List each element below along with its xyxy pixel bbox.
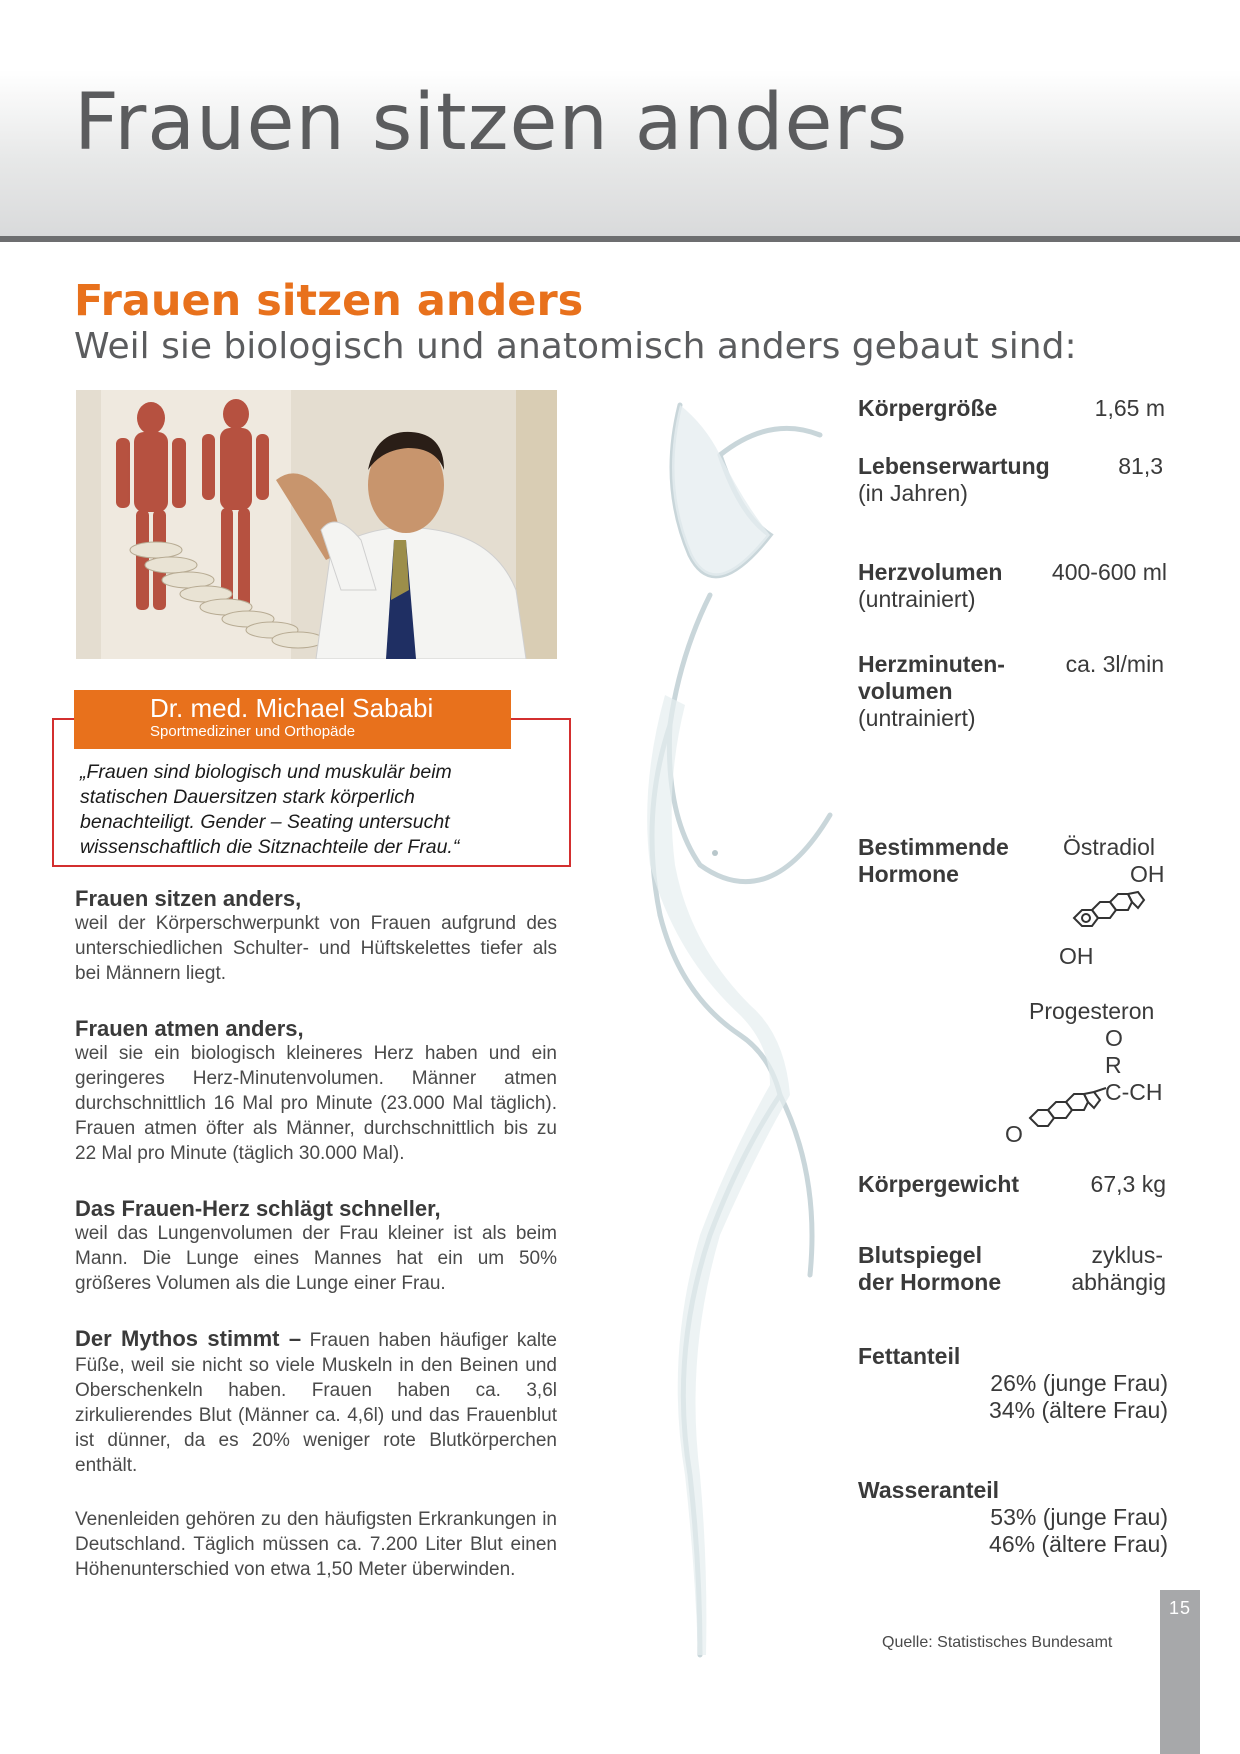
doctor-role: Sportmediziner und Orthopäde <box>150 723 356 740</box>
stat-value-fat-older: 34% (ältere Frau) <box>989 1397 1168 1423</box>
paragraph-sitting <box>75 886 557 986</box>
stat-sub-cardiac-output: (untrainiert) <box>858 705 976 731</box>
doctor-photo <box>76 390 557 659</box>
stat-value-water-young: 53% (junge Frau) <box>990 1504 1168 1530</box>
stat-value-hormone-level-1: zyklus- <box>1091 1242 1163 1268</box>
paragraph-heading: Frauen sitzen anders, <box>75 886 302 911</box>
stat-label-cardiac-output-1: Herzminuten- <box>858 651 1005 677</box>
paragraph-myth <box>75 1326 557 1478</box>
stat-value-life-expectancy: 81,3 <box>1118 453 1163 479</box>
stat-label-hormone-level-1: Blutspiegel <box>858 1242 982 1268</box>
header-divider <box>0 236 1240 242</box>
stat-label-hormone-level-2: der Hormone <box>858 1269 1002 1295</box>
stat-label-hormones-2: Hormone <box>858 861 959 887</box>
paragraph-heading: Frauen atmen anders, <box>75 1016 304 1041</box>
stat-value-water-older: 46% (ältere Frau) <box>989 1531 1168 1557</box>
stat-value-height: 1,65 m <box>1094 395 1165 421</box>
stat-label-height: Körpergröße <box>858 395 998 421</box>
paragraph-heading: Der Mythos stimmt – <box>75 1326 302 1351</box>
paragraph-body: Venenleiden gehören zu den häufigsten Erkrankungen in Deutschland. Täglich müssen ca. 7.200 Liter Blut einen Höhenunterschied von etwa 1,50 Meter überwinden. <box>75 1509 557 1580</box>
stat-sub-life-expectancy: (in Jahren) <box>858 480 968 506</box>
quote-line: wissenschaftlich die Sitznachteile der Frau.“ <box>80 836 460 858</box>
progesterone-r: R <box>1105 1052 1122 1078</box>
paragraph-body: weil sie ein biologisch kleineres Herz haben und ein geringeres Herz-Minutenvolumen. Männer atmen durchschnittlich 16 Mal pro Minute (23.000 Mal täglich). Frauen atmen öfter als Männer, durchschnittlich bis zu 22 Mal pro Minute (täglich 30.000 Mal). <box>75 1043 557 1164</box>
quote-line: statischen Dauersitzen stark körperlich <box>80 786 415 808</box>
stat-label-hormones-1: Bestimmende <box>858 834 1009 860</box>
stat-label-cardiac-output-2: volumen <box>858 678 953 704</box>
doctor-name: Dr. med. Michael Sababi <box>150 693 434 723</box>
page-title: Frauen sitzen anders <box>74 78 909 168</box>
stat-value-weight: 67,3 kg <box>1090 1171 1166 1197</box>
hormone-progesterone-name: Progesteron <box>1029 998 1155 1024</box>
hormone-estradiol-name: Östradiol <box>1063 834 1156 860</box>
quote-line: benachteiligt. Gender – Seating untersucht <box>80 811 450 833</box>
stat-sub-heart-volume: (untrainiert) <box>858 586 976 612</box>
paragraph-body: weil der Körperschwerpunkt von Frauen aufgrund des unterschiedlichen Schulter- und Hüftskelettes tiefer als bei Männern liegt. <box>75 913 557 984</box>
stat-label-fat: Fettanteil <box>858 1343 961 1369</box>
paragraph-veins <box>75 1507 557 1582</box>
progesterone-o: O <box>1105 1025 1123 1051</box>
progesterone-o-left: O <box>1005 1121 1023 1147</box>
stat-value-heart-volume: 400-600 ml <box>1051 559 1167 585</box>
progesterone-cch: C-CH <box>1105 1079 1163 1105</box>
paragraph-body: weil das Lungenvolumen der Frau kleiner ist als beim Mann. Die Lunge eines Mannes hat ein um 50% größeres Volumen als die Lunge einer Frau. <box>75 1223 557 1294</box>
estradiol-structure-icon <box>1070 890 1146 936</box>
paragraph-heading: Das Frauen-Herz schlägt schneller, <box>75 1196 441 1221</box>
doctor-quote <box>80 760 550 860</box>
paragraph-heart <box>75 1196 557 1296</box>
stat-label-life-expectancy: Lebenserwartung <box>858 453 1050 479</box>
stat-label-heart-volume: Herzvolumen <box>858 559 1003 585</box>
estradiol-oh-top: OH <box>1130 861 1165 887</box>
paragraph-breathing <box>75 1016 557 1166</box>
stat-value-cardiac-output: ca. 3l/min <box>1065 651 1164 677</box>
section-title: Frauen sitzen anders <box>74 276 584 326</box>
stat-value-fat-young: 26% (junge Frau) <box>990 1370 1168 1396</box>
section-subtitle: Weil sie biologisch und anatomisch anders gebaut sind: <box>74 326 1077 367</box>
source-note: Quelle: Statistisches Bundesamt <box>882 1634 1113 1651</box>
paragraph-body: Frauen haben häufiger kalte Füße, weil sie nicht so viele Muskeln in den Beinen und Oberschenkeln haben. Frauen haben ca. 3,6l zirkulierendes Blut (Männer ca. 4,6l) und das Frauenblut ist dünner, da es 20% weniger rote Blutkörperchen enthält. <box>75 1330 557 1476</box>
progesterone-structure-icon <box>1024 1084 1112 1134</box>
stat-label-water: Wasseranteil <box>858 1477 1000 1503</box>
quote-line: „Frauen sind biologisch und muskulär beim <box>80 761 452 783</box>
stat-label-weight: Körpergewicht <box>858 1171 1020 1197</box>
stat-value-hormone-level-2: abhängig <box>1071 1269 1166 1295</box>
estradiol-oh-bottom: OH <box>1059 943 1094 969</box>
page-number: 15 <box>1168 1598 1192 1618</box>
